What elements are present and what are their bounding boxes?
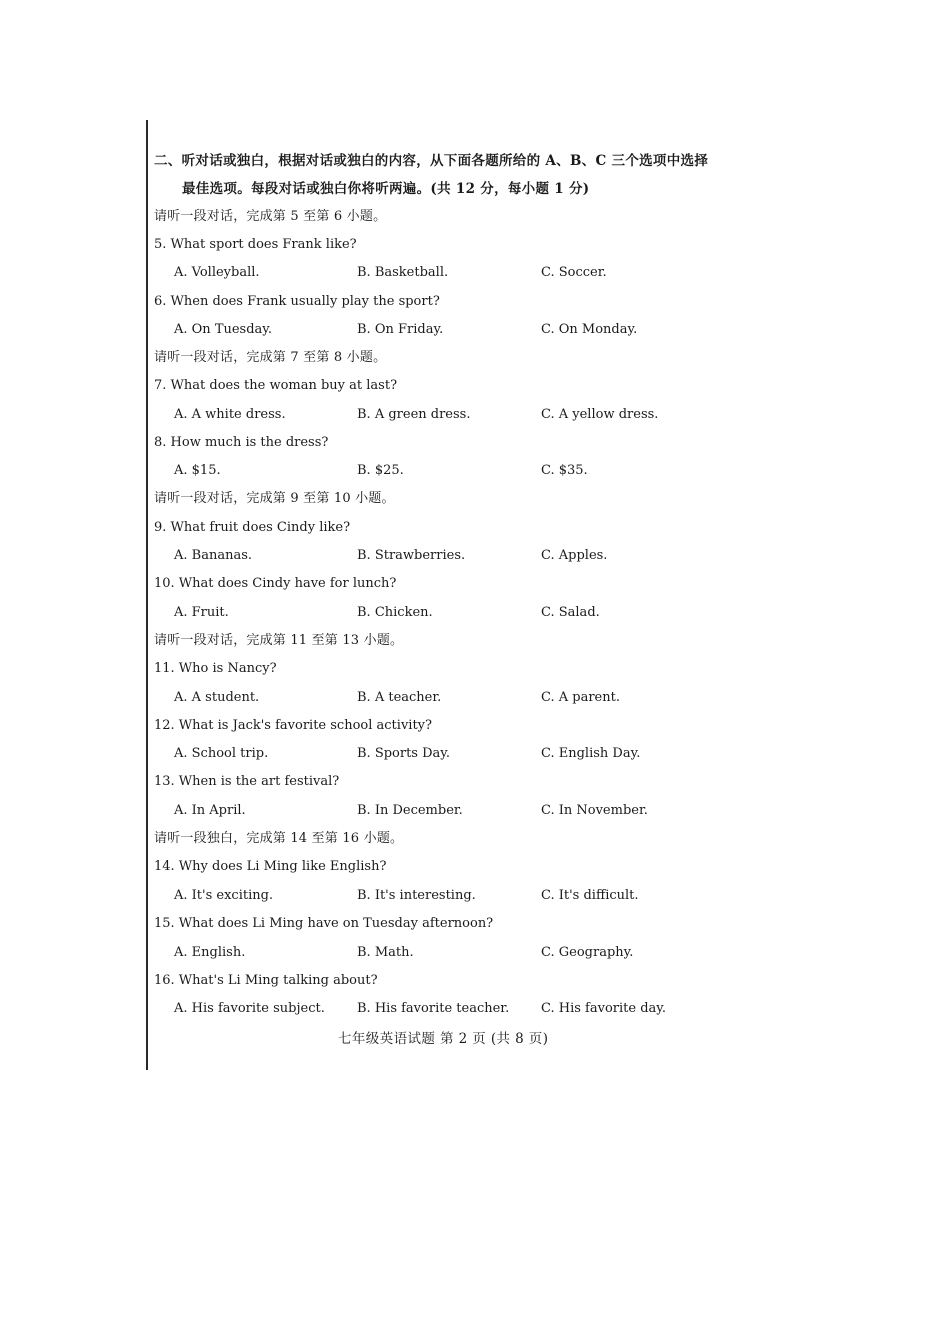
question-text: 10. What does Cindy have for lunch?: [154, 576, 397, 591]
question-text: 9. What fruit does Cindy like?: [154, 520, 351, 535]
group-instruction: 请听一段对话，完成第 5 至第 6 小题。: [154, 209, 387, 224]
group-instruction: 请听一段独白，完成第 14 至第 16 小题。: [154, 831, 404, 846]
question-text: 6. When does Frank usually play the sport?: [154, 294, 440, 309]
option-c: C. Salad.: [541, 605, 600, 620]
option-c: C. A yellow dress.: [541, 407, 659, 422]
option-c: C. Geography.: [541, 945, 634, 960]
question-text: 15. What does Li Ming have on Tuesday afternoon?: [154, 916, 494, 931]
option-a: A. School trip.: [174, 746, 269, 761]
option-a: A. A student.: [174, 690, 260, 705]
option-b: B. Math.: [357, 945, 414, 960]
question-text: 12. What is Jack's favorite school activity?: [154, 718, 432, 733]
option-c: C. $35.: [541, 463, 588, 478]
group-instruction: 请听一段对话，完成第 7 至第 8 小题。: [154, 350, 387, 365]
option-b: B. On Friday.: [357, 322, 444, 337]
section-heading-line1: 二、听对话或独白，根据对话或独白的内容，从下面各题所给的 A、B、C 三个选项中选择: [154, 153, 709, 169]
option-b: B. In December.: [357, 803, 463, 818]
option-c: C. A parent.: [541, 690, 620, 705]
option-b: B. It's interesting.: [357, 888, 476, 903]
option-a: A. Volleyball.: [174, 265, 260, 280]
option-c: C. It's difficult.: [541, 888, 639, 903]
question-text: 8. How much is the dress?: [154, 435, 329, 450]
question-text: 7. What does the woman buy at last?: [154, 378, 398, 393]
page-footer: 七年级英语试题 第 2 页 (共 8 页): [338, 1031, 549, 1047]
option-c: C. Apples.: [541, 548, 608, 563]
option-b: B. Strawberries.: [357, 548, 466, 563]
option-a: A. A white dress.: [174, 407, 286, 422]
option-c: C. In November.: [541, 803, 648, 818]
option-c: C. Soccer.: [541, 265, 607, 280]
option-b: B. His favorite teacher.: [357, 1001, 510, 1016]
option-c: C. English Day.: [541, 746, 641, 761]
option-b: B. Basketball.: [357, 265, 449, 280]
question-text: 11. Who is Nancy?: [154, 661, 277, 676]
option-a: A. His favorite subject.: [174, 1001, 325, 1016]
option-b: B. A green dress.: [357, 407, 471, 422]
binding-margin-line: [146, 120, 148, 1070]
section-heading-line2: 最佳选项。每段对话或独白你将听两遍。(共 12 分，每小题 1 分): [182, 181, 590, 197]
option-a: A. On Tuesday.: [174, 322, 273, 337]
option-a: A. In April.: [174, 803, 246, 818]
option-c: C. On Monday.: [541, 322, 638, 337]
option-b: B. $25.: [357, 463, 404, 478]
option-a: A. It's exciting.: [174, 888, 274, 903]
option-b: B. Sports Day.: [357, 746, 451, 761]
question-text: 13. When is the art festival?: [154, 774, 340, 789]
option-a: A. English.: [174, 945, 246, 960]
question-text: 5. What sport does Frank like?: [154, 237, 357, 252]
option-b: B. Chicken.: [357, 605, 433, 620]
group-instruction: 请听一段对话，完成第 9 至第 10 小题。: [154, 491, 395, 506]
option-a: A. $15.: [174, 463, 221, 478]
question-text: 16. What's Li Ming talking about?: [154, 973, 378, 988]
group-instruction: 请听一段对话，完成第 11 至第 13 小题。: [154, 633, 404, 648]
option-a: A. Fruit.: [174, 605, 229, 620]
question-text: 14. Why does Li Ming like English?: [154, 859, 387, 874]
option-c: C. His favorite day.: [541, 1001, 667, 1016]
option-a: A. Bananas.: [174, 548, 253, 563]
option-b: B. A teacher.: [357, 690, 442, 705]
